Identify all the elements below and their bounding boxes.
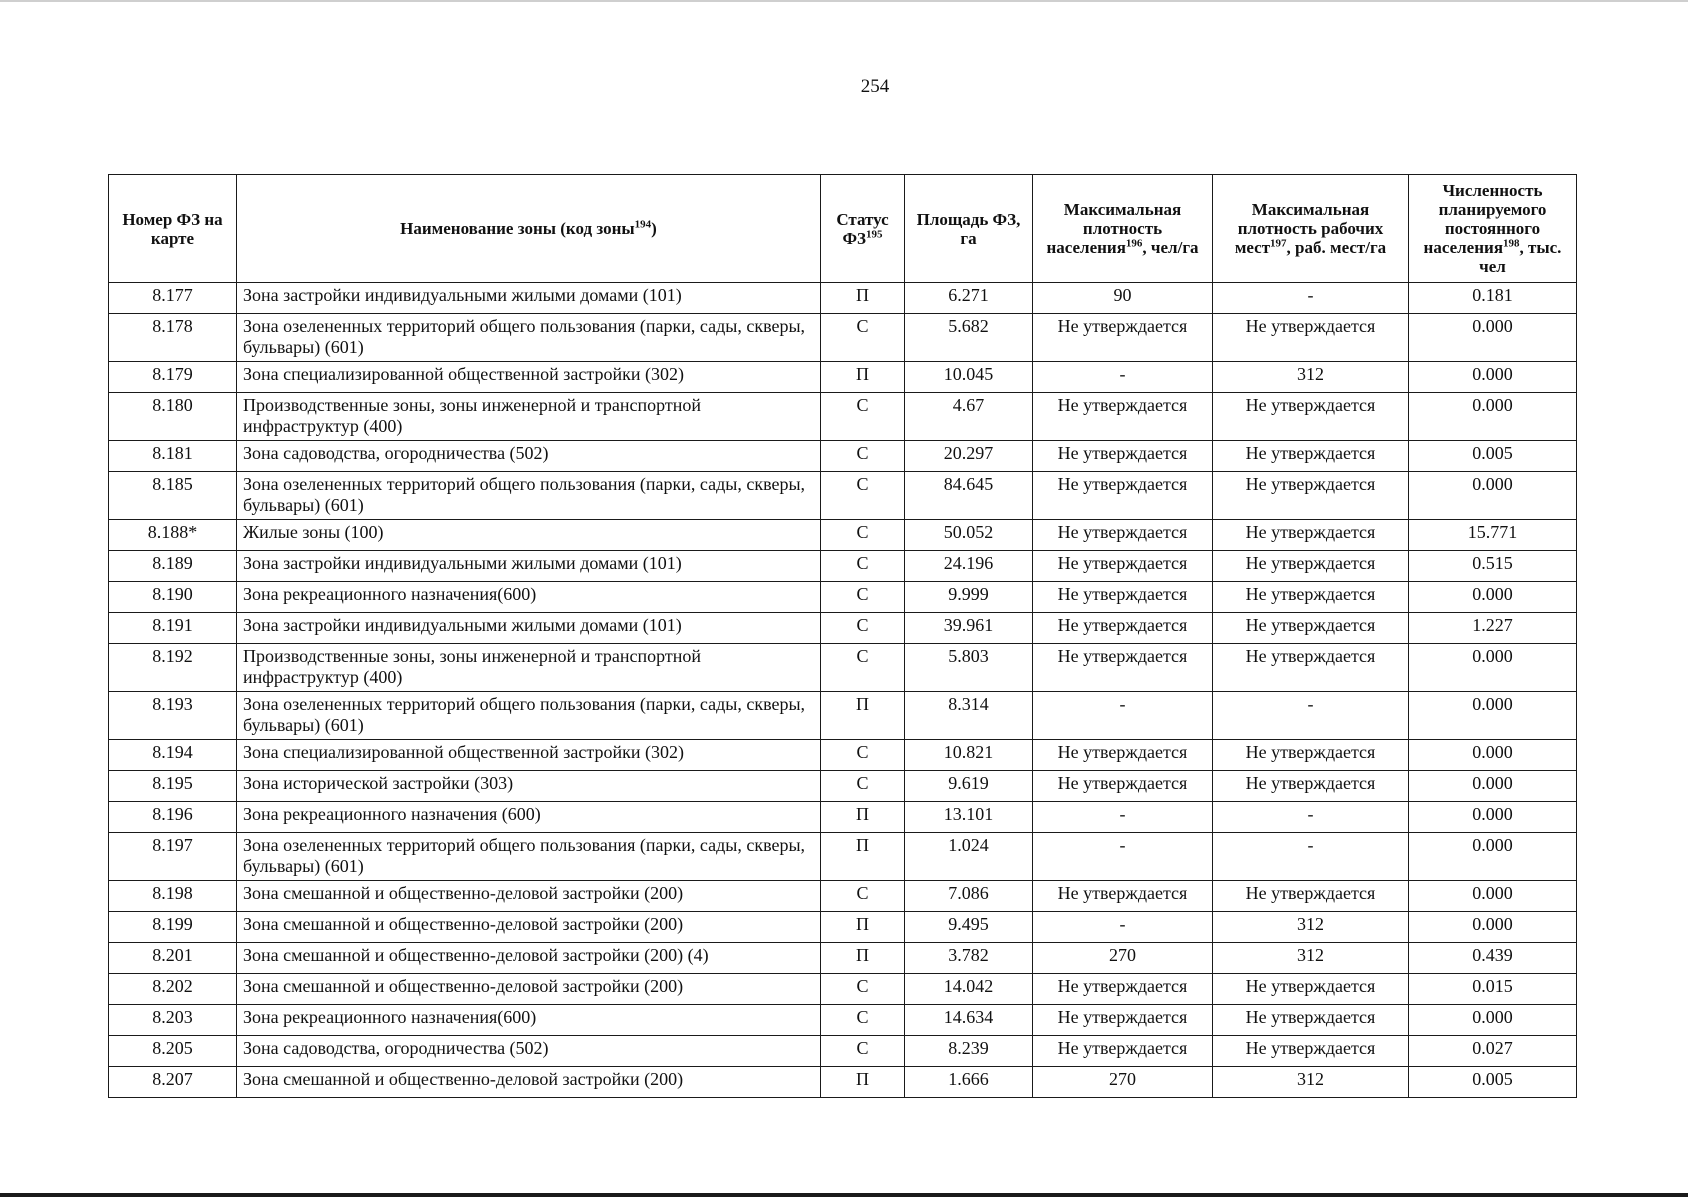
header-text: Максимальная плотность рабочих мест (1234, 200, 1384, 257)
table-row (109, 362, 1577, 393)
population-cell: 0.000 (1409, 802, 1577, 833)
header-text: Численность планируемого постоянного населения (1423, 181, 1547, 257)
zone-number-cell: 8.195 (109, 771, 237, 802)
zone-area-cell: 8.239 (905, 1036, 1033, 1067)
zone-number-cell: 8.193 (109, 692, 237, 740)
table-row (109, 644, 1577, 692)
population-cell: 0.439 (1409, 943, 1577, 974)
zones-table (108, 174, 1577, 1098)
header-cell (109, 175, 237, 283)
header-text: Наименование зоны (код зоны (400, 219, 635, 238)
population-cell: 0.000 (1409, 692, 1577, 740)
zone-name-cell: Жилые зоны (100) (237, 520, 821, 551)
header-text: Максимальная плотность населения (1046, 200, 1182, 257)
footnote-ref: 198 (1503, 237, 1520, 250)
job-density-cell: 312 (1213, 362, 1409, 393)
zone-status-cell: С (821, 644, 905, 692)
population-cell: 0.000 (1409, 771, 1577, 802)
population-density-cell: Не утверждается (1033, 472, 1213, 520)
zone-status-cell: С (821, 551, 905, 582)
scan-edge-bottom (0, 1193, 1688, 1197)
population-density-cell: Не утверждается (1033, 644, 1213, 692)
zone-area-cell: 14.634 (905, 1005, 1033, 1036)
population-density-cell: - (1033, 802, 1213, 833)
header-text-tail: , раб. мест/га (1286, 238, 1387, 257)
population-density-cell: Не утверждается (1033, 881, 1213, 912)
job-density-cell: Не утверждается (1213, 472, 1409, 520)
population-density-cell: Не утверждается (1033, 974, 1213, 1005)
population-density-cell: Не утверждается (1033, 582, 1213, 613)
population-density-cell: Не утверждается (1033, 441, 1213, 472)
population-cell: 0.027 (1409, 1036, 1577, 1067)
job-density-cell: 312 (1213, 1067, 1409, 1098)
population-cell: 15.771 (1409, 520, 1577, 551)
population-density-cell: Не утверждается (1033, 1005, 1213, 1036)
job-density-cell: Не утверждается (1213, 520, 1409, 551)
zone-status-cell: С (821, 441, 905, 472)
job-density-cell: Не утверждается (1213, 771, 1409, 802)
table-row (109, 692, 1577, 740)
zone-number-cell: 8.189 (109, 551, 237, 582)
zone-name-cell: Зона смешанной и общественно-деловой застройки (200) (237, 912, 821, 943)
job-density-cell: Не утверждается (1213, 644, 1409, 692)
zone-status-cell: С (821, 393, 905, 441)
table-row (109, 881, 1577, 912)
zone-area-cell: 84.645 (905, 472, 1033, 520)
zone-name-cell: Зона садоводства, огородничества (502) (237, 1036, 821, 1067)
population-cell: 0.000 (1409, 582, 1577, 613)
zone-status-cell: П (821, 283, 905, 314)
job-density-cell: Не утверждается (1213, 974, 1409, 1005)
zone-name-cell: Зона смешанной и общественно-деловой застройки (200) (237, 1067, 821, 1098)
zone-status-cell: С (821, 1005, 905, 1036)
zone-area-cell: 6.271 (905, 283, 1033, 314)
header-text-tail: , чел/га (1142, 238, 1199, 257)
table-row (109, 582, 1577, 613)
footnote-ref: 197 (1270, 237, 1287, 250)
zone-status-cell: П (821, 362, 905, 393)
zone-name-cell: Зона застройки индивидуальными жилыми домами (101) (237, 613, 821, 644)
zone-status-cell: П (821, 943, 905, 974)
job-density-cell: Не утверждается (1213, 441, 1409, 472)
zone-number-cell: 8.202 (109, 974, 237, 1005)
population-cell: 0.000 (1409, 1005, 1577, 1036)
page-number: 254 (860, 76, 890, 97)
job-density-cell: Не утверждается (1213, 613, 1409, 644)
header-cell (821, 175, 905, 283)
zone-name-cell: Зона специализированной общественной застройки (302) (237, 740, 821, 771)
header-cell (237, 175, 821, 283)
footnote-ref: 195 (866, 227, 883, 240)
population-density-cell: Не утверждается (1033, 393, 1213, 441)
job-density-cell: Не утверждается (1213, 314, 1409, 362)
population-cell: 0.000 (1409, 472, 1577, 520)
table-header-row (109, 175, 1577, 283)
zone-number-cell: 8.180 (109, 393, 237, 441)
zone-name-cell: Зона исторической застройки (303) (237, 771, 821, 802)
population-cell: 0.000 (1409, 740, 1577, 771)
job-density-cell: Не утверждается (1213, 582, 1409, 613)
table-row (109, 613, 1577, 644)
zone-number-cell: 8.198 (109, 881, 237, 912)
zone-status-cell: П (821, 1067, 905, 1098)
population-density-cell: Не утверждается (1033, 613, 1213, 644)
population-density-cell: - (1033, 362, 1213, 393)
zone-status-cell: С (821, 740, 905, 771)
zone-number-cell: 8.196 (109, 802, 237, 833)
zone-number-cell: 8.178 (109, 314, 237, 362)
zone-status-cell: П (821, 802, 905, 833)
zone-number-cell: 8.181 (109, 441, 237, 472)
population-density-cell: 90 (1033, 283, 1213, 314)
header-text-tail: ) (651, 219, 657, 238)
zone-status-cell: С (821, 613, 905, 644)
population-cell: 0.000 (1409, 314, 1577, 362)
job-density-cell: - (1213, 833, 1409, 881)
zone-name-cell: Зона смешанной и общественно-деловой застройки (200) (237, 881, 821, 912)
scan-edge-top (0, 0, 1688, 2)
job-density-cell: Не утверждается (1213, 1036, 1409, 1067)
population-cell: 1.227 (1409, 613, 1577, 644)
population-cell: 0.000 (1409, 881, 1577, 912)
job-density-cell: - (1213, 692, 1409, 740)
zone-number-cell: 8.185 (109, 472, 237, 520)
population-density-cell: 270 (1033, 943, 1213, 974)
job-density-cell: Не утверждается (1213, 881, 1409, 912)
zone-area-cell: 9.619 (905, 771, 1033, 802)
table-row (109, 1005, 1577, 1036)
zone-area-cell: 13.101 (905, 802, 1033, 833)
job-density-cell: - (1213, 802, 1409, 833)
population-density-cell: Не утверждается (1033, 551, 1213, 582)
zone-area-cell: 9.999 (905, 582, 1033, 613)
population-density-cell: 270 (1033, 1067, 1213, 1098)
zone-number-cell: 8.197 (109, 833, 237, 881)
zone-status-cell: С (821, 472, 905, 520)
zone-number-cell: 8.188* (109, 520, 237, 551)
table-row (109, 802, 1577, 833)
table-row (109, 551, 1577, 582)
zone-area-cell: 3.782 (905, 943, 1033, 974)
table-row (109, 441, 1577, 472)
job-density-cell: Не утверждается (1213, 551, 1409, 582)
zone-area-cell: 20.297 (905, 441, 1033, 472)
table-row (109, 520, 1577, 551)
zone-name-cell: Зона застройки индивидуальными жилыми домами (101) (237, 283, 821, 314)
zone-name-cell: Зона озелененных территорий общего пользования (парки, сады, скверы, бульвары) (601) (237, 692, 821, 740)
population-density-cell: Не утверждается (1033, 740, 1213, 771)
zone-number-cell: 8.191 (109, 613, 237, 644)
zone-number-cell: 8.203 (109, 1005, 237, 1036)
population-cell: 0.000 (1409, 644, 1577, 692)
table-row (109, 1067, 1577, 1098)
job-density-cell: Не утверждается (1213, 1005, 1409, 1036)
population-cell: 0.181 (1409, 283, 1577, 314)
zone-status-cell: П (821, 692, 905, 740)
zone-number-cell: 8.179 (109, 362, 237, 393)
header-text-tail: , тыс. чел (1479, 238, 1562, 276)
population-density-cell: Не утверждается (1033, 520, 1213, 551)
zone-status-cell: С (821, 582, 905, 613)
table-row (109, 314, 1577, 362)
zone-number-cell: 8.192 (109, 644, 237, 692)
zone-name-cell: Зона смешанной и общественно-деловой застройки (200) (4) (237, 943, 821, 974)
population-density-cell: Не утверждается (1033, 314, 1213, 362)
population-cell: 0.000 (1409, 362, 1577, 393)
zone-status-cell: П (821, 912, 905, 943)
zone-status-cell: П (821, 833, 905, 881)
zone-area-cell: 50.052 (905, 520, 1033, 551)
table-row (109, 1036, 1577, 1067)
zone-area-cell: 7.086 (905, 881, 1033, 912)
footnote-ref: 196 (1125, 237, 1143, 250)
table-row (109, 472, 1577, 520)
job-density-cell: Не утверждается (1213, 740, 1409, 771)
table-row (109, 943, 1577, 974)
zone-area-cell: 24.196 (905, 551, 1033, 582)
zone-name-cell: Зона рекреационного назначения(600) (237, 1005, 821, 1036)
table-row (109, 974, 1577, 1005)
zone-area-cell: 10.821 (905, 740, 1033, 771)
zone-name-cell: Зона рекреационного назначения (600) (237, 802, 821, 833)
zone-name-cell: Зона специализированной общественной застройки (302) (237, 362, 821, 393)
zone-number-cell: 8.194 (109, 740, 237, 771)
job-density-cell: - (1213, 283, 1409, 314)
table-row (109, 912, 1577, 943)
population-density-cell: - (1033, 692, 1213, 740)
zone-name-cell: Зона озелененных территорий общего пользования (парки, сады, скверы, бульвары) (601) (237, 472, 821, 520)
table-row (109, 393, 1577, 441)
zone-name-cell: Зона застройки индивидуальными жилыми домами (101) (237, 551, 821, 582)
table-row (109, 740, 1577, 771)
population-cell: 0.015 (1409, 974, 1577, 1005)
zone-status-cell: С (821, 1036, 905, 1067)
zone-number-cell: 8.190 (109, 582, 237, 613)
header-cell (1409, 175, 1577, 283)
header-cell (1213, 175, 1409, 283)
zone-status-cell: С (821, 314, 905, 362)
zone-area-cell: 5.682 (905, 314, 1033, 362)
job-density-cell: 312 (1213, 912, 1409, 943)
zone-area-cell: 4.67 (905, 393, 1033, 441)
table-row (109, 283, 1577, 314)
population-cell: 0.000 (1409, 393, 1577, 441)
zone-name-cell: Производственные зоны, зоны инженерной и транспортной инфраструктур (400) (237, 393, 821, 441)
zone-status-cell: С (821, 771, 905, 802)
zone-number-cell: 8.177 (109, 283, 237, 314)
table-row (109, 771, 1577, 802)
zone-number-cell: 8.201 (109, 943, 237, 974)
zone-name-cell: Зона рекреационного назначения(600) (237, 582, 821, 613)
footnote-ref: 194 (634, 218, 652, 231)
zone-status-cell: С (821, 520, 905, 551)
zone-name-cell: Зона смешанной и общественно-деловой застройки (200) (237, 974, 821, 1005)
header-text: Номер ФЗ на карте (122, 209, 223, 248)
header-text: Площадь ФЗ, га (916, 209, 1021, 248)
zone-area-cell: 14.042 (905, 974, 1033, 1005)
zone-area-cell: 9.495 (905, 912, 1033, 943)
header-cell (1033, 175, 1213, 283)
zone-area-cell: 8.314 (905, 692, 1033, 740)
zone-name-cell: Зона озелененных территорий общего пользования (парки, сады, скверы, бульвары) (601) (237, 314, 821, 362)
zone-area-cell: 1.666 (905, 1067, 1033, 1098)
table-row (109, 833, 1577, 881)
zone-number-cell: 8.205 (109, 1036, 237, 1067)
population-cell: 0.515 (1409, 551, 1577, 582)
zone-area-cell: 1.024 (905, 833, 1033, 881)
population-cell: 0.000 (1409, 833, 1577, 881)
population-density-cell: Не утверждается (1033, 1036, 1213, 1067)
job-density-cell: 312 (1213, 943, 1409, 974)
population-cell: 0.005 (1409, 441, 1577, 472)
header-text: Статус ФЗ (836, 209, 889, 248)
header-cell (905, 175, 1033, 283)
zone-area-cell: 39.961 (905, 613, 1033, 644)
population-density-cell: - (1033, 833, 1213, 881)
population-cell: 0.000 (1409, 912, 1577, 943)
population-cell: 0.005 (1409, 1067, 1577, 1098)
population-density-cell: Не утверждается (1033, 771, 1213, 802)
zone-number-cell: 8.199 (109, 912, 237, 943)
zone-status-cell: С (821, 974, 905, 1005)
zone-status-cell: С (821, 881, 905, 912)
zone-name-cell: Производственные зоны, зоны инженерной и транспортной инфраструктур (400) (237, 644, 821, 692)
zone-number-cell: 8.207 (109, 1067, 237, 1098)
zone-area-cell: 5.803 (905, 644, 1033, 692)
zone-name-cell: Зона садоводства, огородничества (502) (237, 441, 821, 472)
zone-name-cell: Зона озелененных территорий общего пользования (парки, сады, скверы, бульвары) (601) (237, 833, 821, 881)
population-density-cell: - (1033, 912, 1213, 943)
zone-area-cell: 10.045 (905, 362, 1033, 393)
job-density-cell: Не утверждается (1213, 393, 1409, 441)
